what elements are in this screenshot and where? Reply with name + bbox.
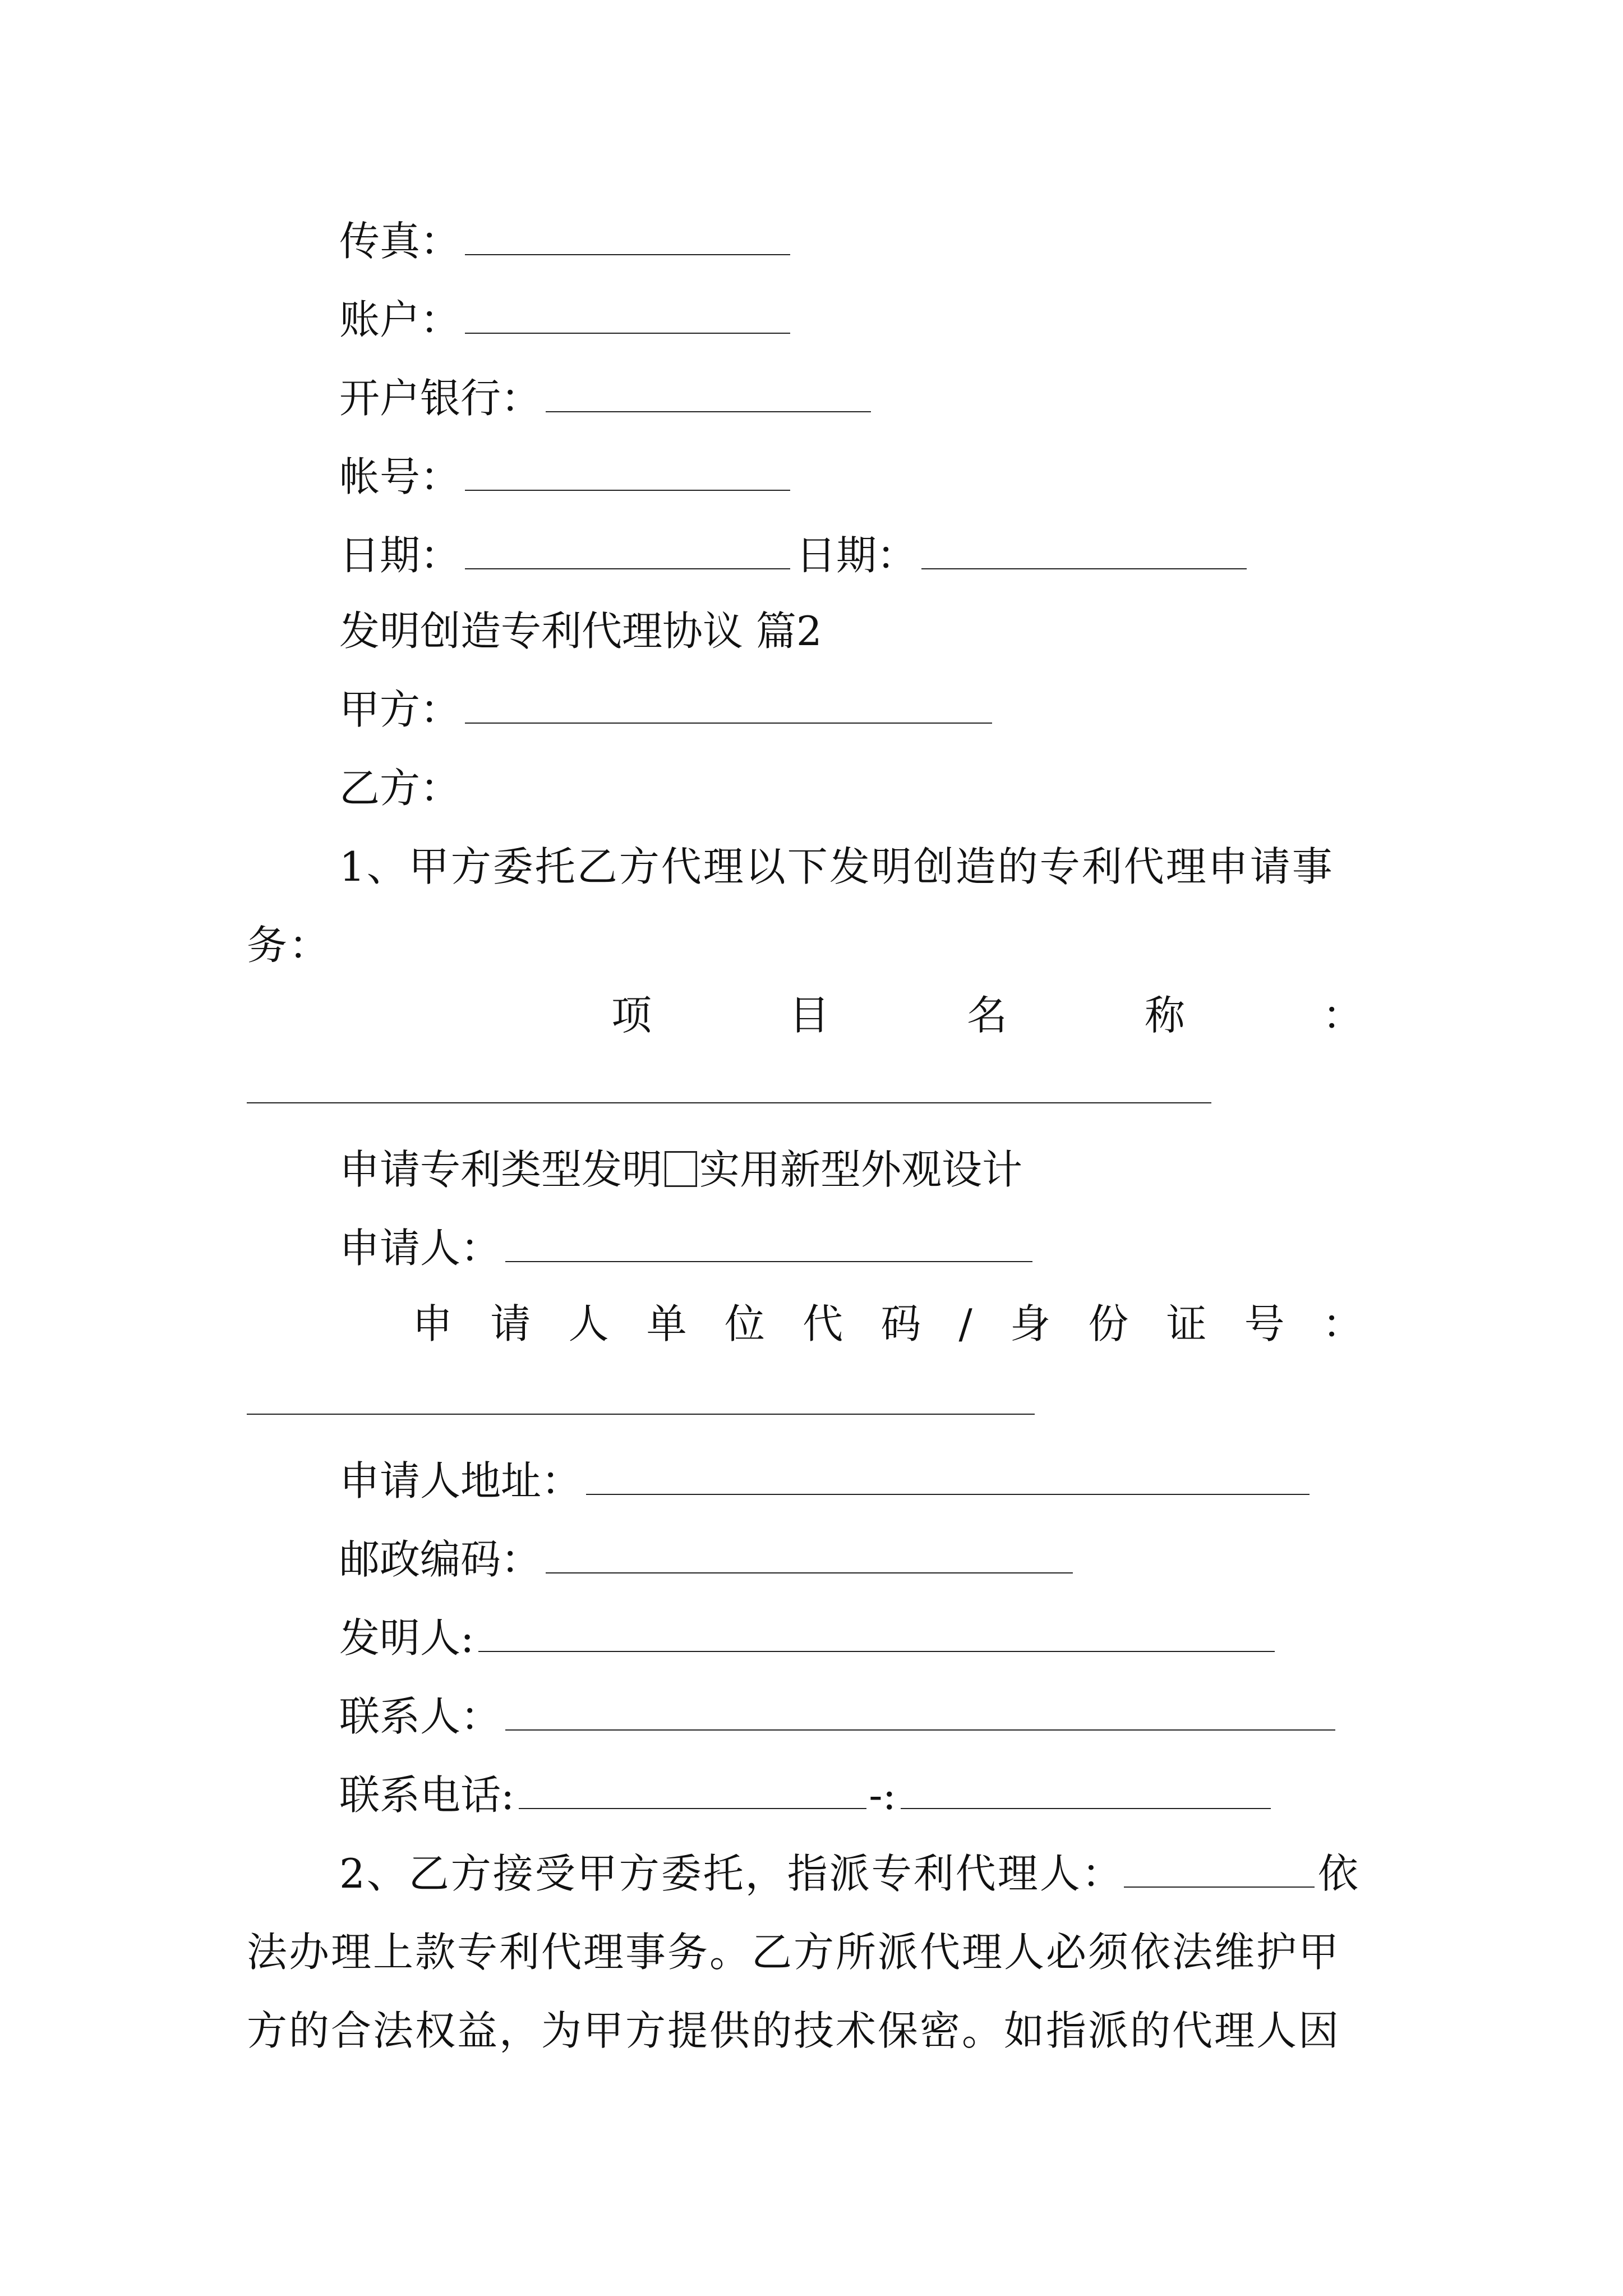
inventor-field: [339, 1610, 1275, 1666]
applicant-address-label: 申请人地址：: [339, 1457, 582, 1504]
account-number-blank[interactable]: [465, 454, 790, 491]
applicant-code-blank[interactable]: [247, 1414, 1035, 1415]
party-a-field: [339, 682, 992, 738]
account-number-label: 帐号：: [339, 453, 461, 500]
applicant-code-label: [412, 1296, 1363, 1352]
account-blank[interactable]: [465, 297, 790, 334]
spread-char: /: [958, 1300, 972, 1347]
inventor-label: 发明人:: [339, 1614, 474, 1662]
clause-2-part-2: 依法办理上款专利代理事务。乙方所派代理人必须依法维护甲方的合法权益，为甲方提供的技术保密。如指派的代理人因: [247, 1850, 1360, 2054]
project-name-label: [611, 987, 1363, 1043]
date-fields: [339, 527, 1247, 583]
phone-blank-2[interactable]: [901, 1772, 1271, 1809]
section-heading: 发明创造专利代理协议 篇2: [339, 608, 822, 655]
date-label-1: 日期：: [339, 532, 461, 579]
patent-type-suffix: 实用新型外观设计: [699, 1146, 1023, 1193]
phone-field: [339, 1767, 1271, 1823]
patent-type-prefix: 申请专利类型发明: [339, 1146, 663, 1193]
date-blank-2[interactable]: [921, 532, 1247, 569]
inventor-blank[interactable]: [478, 1615, 1275, 1652]
account-field: [339, 292, 790, 348]
phone-label: 联系电话:: [339, 1772, 515, 1819]
checkbox-icon[interactable]: [665, 1151, 697, 1187]
spread-char: ：: [1322, 1300, 1363, 1347]
spread-char: 份: [1088, 1300, 1129, 1347]
postcode-label: 邮政编码：: [339, 1536, 542, 1583]
applicant-blank[interactable]: [505, 1225, 1032, 1262]
account-number-field: [339, 449, 790, 505]
date-blank-1[interactable]: [465, 532, 790, 569]
spread-char: 号: [1244, 1300, 1285, 1347]
agent-name-blank[interactable]: [1124, 1851, 1315, 1888]
contact-field: [339, 1688, 1335, 1745]
patent-type-line: [339, 1142, 1022, 1198]
spread-char: 码: [880, 1300, 921, 1347]
clause-1: 1、甲方委托乙方代理以下发明创造的专利代理申请事务：: [247, 843, 1334, 969]
spread-char: 代: [803, 1300, 843, 1347]
date-label-2: 日期：: [796, 532, 917, 579]
party-a-label: 甲方：: [339, 686, 461, 733]
spread-char: 称: [1144, 992, 1185, 1039]
spread-char: 申: [412, 1300, 453, 1347]
applicant-label: 申请人：: [339, 1225, 501, 1272]
party-a-blank[interactable]: [465, 687, 992, 724]
phone-separator: -:: [869, 1772, 896, 1819]
spread-char: 单: [646, 1300, 687, 1347]
postcode-field: [339, 1531, 1073, 1588]
spread-char: 请: [490, 1300, 531, 1347]
spread-char: 位: [724, 1300, 765, 1347]
project-name-blank[interactable]: [247, 1102, 1211, 1103]
applicant-address-blank[interactable]: [586, 1458, 1310, 1495]
spread-char: 身: [1010, 1300, 1051, 1347]
clause-2-part-1: 2、乙方接受甲方委托，指派专利代理人：: [339, 1850, 1124, 1897]
contact-blank[interactable]: [505, 1694, 1335, 1731]
applicant-field: [339, 1220, 1032, 1276]
account-label: 账户：: [339, 296, 461, 343]
phone-blank-1[interactable]: [519, 1772, 866, 1809]
fax-field: [339, 213, 790, 269]
spread-char: 项: [611, 992, 652, 1039]
applicant-address-field: [339, 1453, 1310, 1509]
bank-blank[interactable]: [546, 375, 871, 412]
bank-field: [339, 370, 871, 426]
clause-2: [247, 1834, 1380, 2070]
fax-label: 传真：: [339, 218, 461, 265]
postcode-blank[interactable]: [546, 1536, 1073, 1573]
party-b-label: 乙方：: [339, 765, 461, 812]
spread-char: 人: [568, 1300, 609, 1347]
bank-label: 开户银行：: [339, 375, 542, 422]
spread-char: 证: [1166, 1300, 1207, 1347]
spread-char: ：: [1322, 992, 1363, 1039]
fax-blank[interactable]: [465, 218, 790, 255]
spread-char: 名: [966, 992, 1007, 1039]
contact-label: 联系人：: [339, 1693, 501, 1740]
spread-char: 目: [789, 992, 829, 1039]
